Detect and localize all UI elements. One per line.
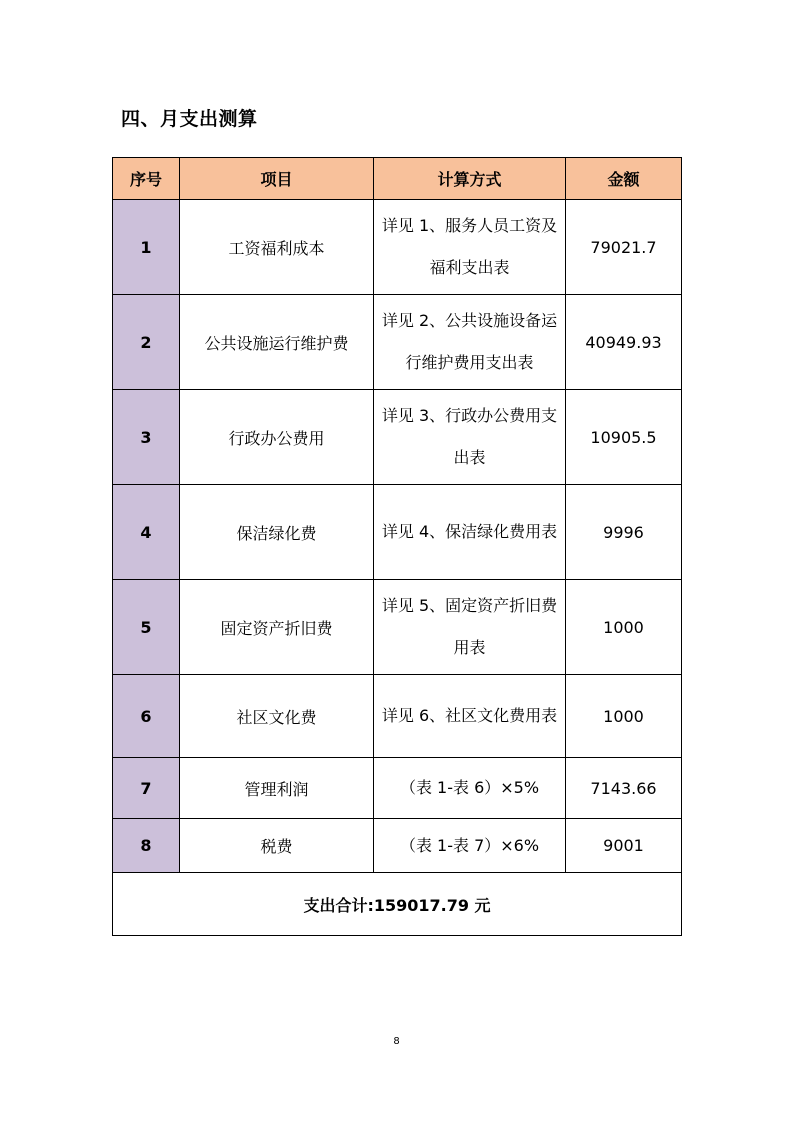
row-amount: 9001 [566,819,682,873]
row-method: 详见 6、社区文化费用表 [374,675,566,758]
row-item: 固定资产折旧费 [180,580,374,675]
row-method: 详见 3、行政办公费用支出表 [374,390,566,485]
row-seq: 4 [113,485,180,580]
table-row [113,758,682,819]
row-seq: 7 [113,758,180,819]
table-row [113,819,682,873]
row-seq: 6 [113,675,180,758]
row-amount: 40949.93 [566,295,682,390]
total-label: 支出合计:159017.79 元 [113,873,682,936]
section-heading: 四、月支出测算 [121,108,258,130]
row-seq: 5 [113,580,180,675]
header-method: 计算方式 [374,158,566,200]
table-row [113,390,682,485]
row-method: 详见 2、公共设施设备运行维护费用支出表 [374,295,566,390]
row-seq: 1 [113,200,180,295]
header-seq: 序号 [113,158,180,200]
row-seq: 2 [113,295,180,390]
row-item: 管理利润 [180,758,374,819]
row-item: 工资福利成本 [180,200,374,295]
row-item: 社区文化费 [180,675,374,758]
table-row [113,675,682,758]
row-amount: 1000 [566,580,682,675]
row-amount: 9996 [566,485,682,580]
row-method: （表 1-表 6）×5% [374,758,566,819]
table-row [113,200,682,295]
row-method: （表 1-表 7）×6% [374,819,566,873]
row-item: 保洁绿化费 [180,485,374,580]
page-number: 8 [393,1036,400,1047]
row-amount: 7143.66 [566,758,682,819]
row-amount: 10905.5 [566,390,682,485]
row-seq: 3 [113,390,180,485]
table-header-row [113,158,682,200]
row-method: 详见 1、服务人员工资及福利支出表 [374,200,566,295]
table-row [113,295,682,390]
row-method: 详见 5、固定资产折旧费用表 [374,580,566,675]
table-row [113,485,682,580]
row-amount: 79021.7 [566,200,682,295]
total-row [113,873,682,936]
row-item: 公共设施运行维护费 [180,295,374,390]
header-item: 项目 [180,158,374,200]
table-row [113,580,682,675]
row-item: 税费 [180,819,374,873]
header-amount: 金额 [566,158,682,200]
row-seq: 8 [113,819,180,873]
row-amount: 1000 [566,675,682,758]
row-item: 行政办公费用 [180,390,374,485]
row-method: 详见 4、保洁绿化费用表 [374,485,566,580]
monthly-expense-table [112,157,682,936]
